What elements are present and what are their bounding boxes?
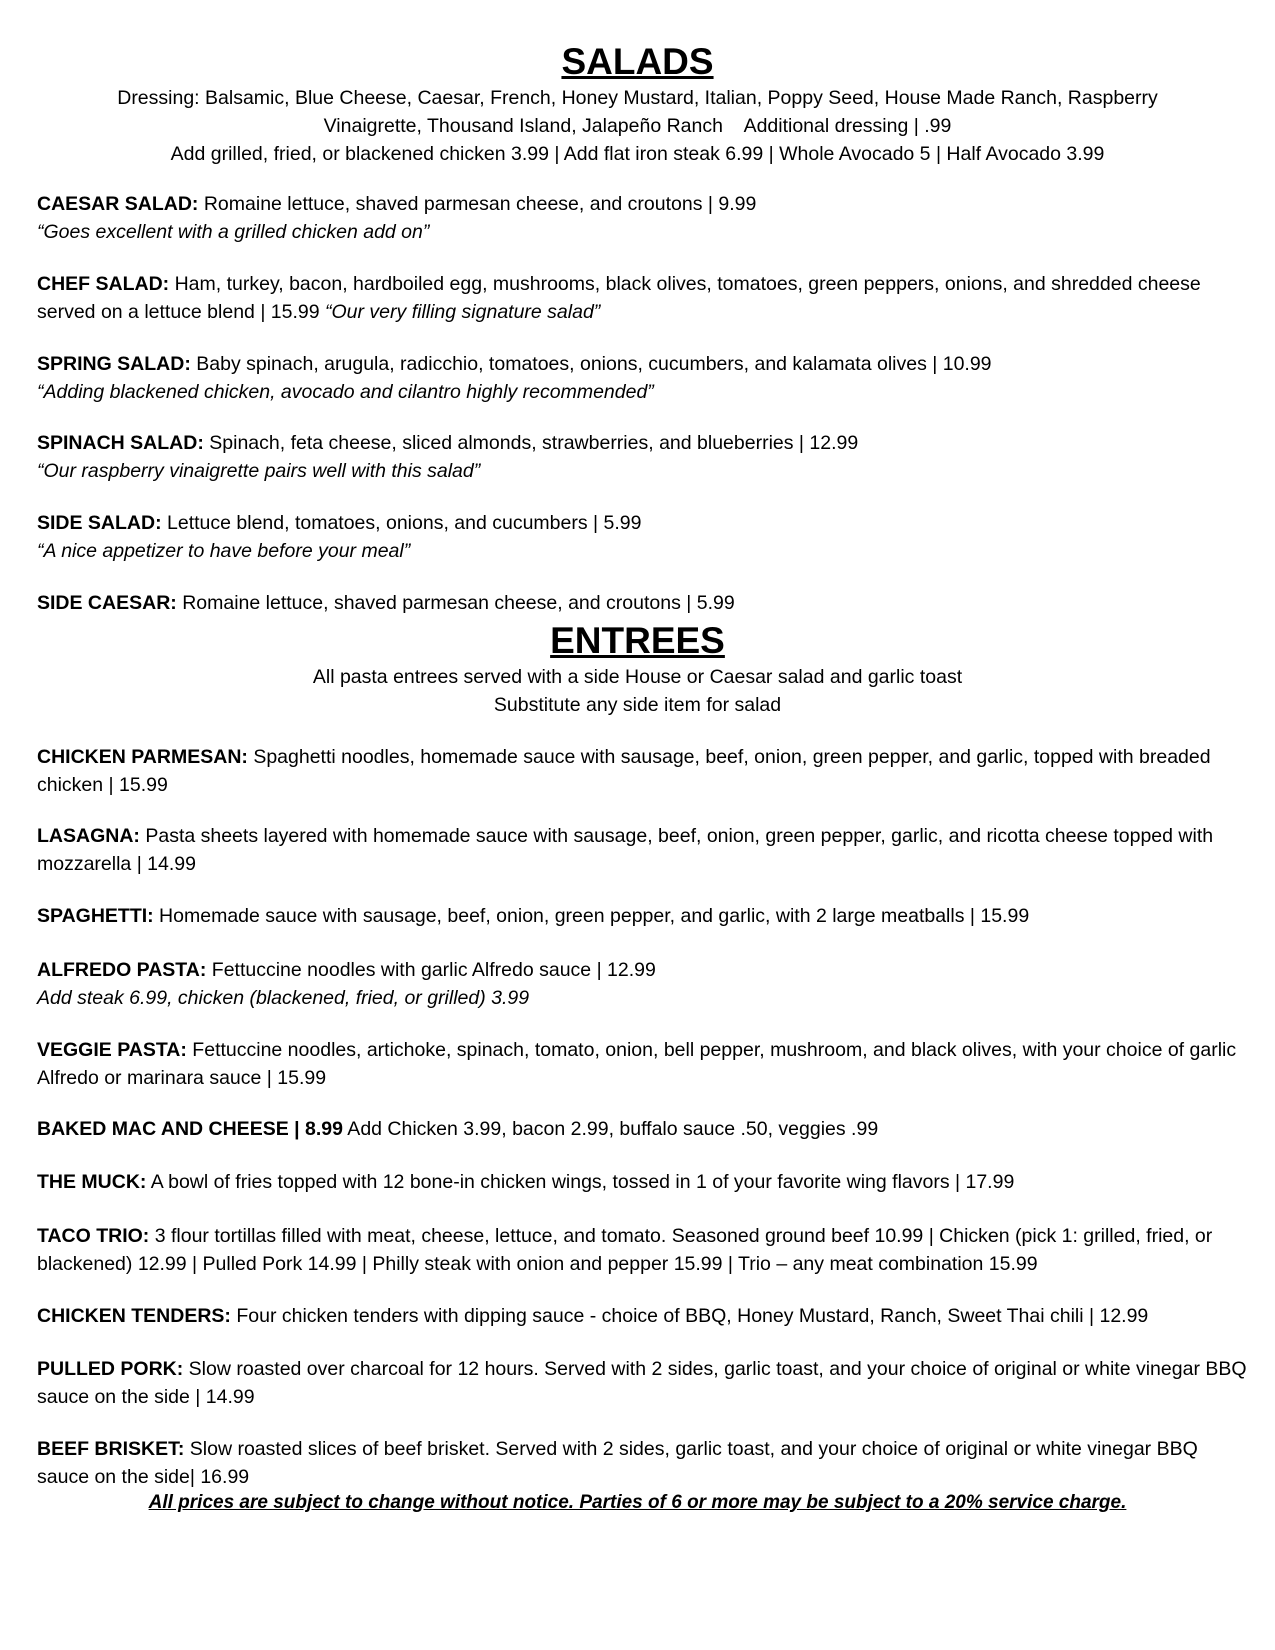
item-desc: 3 flour tortillas filled with meat, cheese, lettuce, and tomato. Seasoned ground beef 10.99 | Chicken (pick 1: grilled, fried, or blackened) 12.99 | Pulled Pork 14.99 | Philly steak with onion and pepper 15.99 | Trio – any meat combination 15.99 <box>37 1225 1213 1275</box>
menu-item <box>37 902 1252 930</box>
item-desc: Pasta sheets layered with homemade sauce with sausage, beef, onion, green pepper, garlic, and ricotta cheese topped with mozzarella | 14.99 <box>37 825 1214 875</box>
footer-note: All prices are subject to change without notice. Parties of 6 or more may be subject to a 20% service charge. <box>148 1492 1127 1513</box>
item-name: SPRING SALAD: <box>37 353 191 375</box>
entrees-title: ENTREES <box>550 620 725 661</box>
menu-item <box>37 190 1252 246</box>
item-desc: Lettuce blend, tomatoes, onions, and cucumbers | 5.99 <box>161 512 642 534</box>
menu-item <box>37 1222 1252 1278</box>
menu-item <box>37 1115 1252 1143</box>
item-note: Add steak 6.99, chicken (blackened, fried, or grilled) 3.99 <box>37 987 530 1009</box>
item-desc: Fettuccine noodles with garlic Alfredo sauce | 12.99 <box>206 959 656 981</box>
salads-title: SALADS <box>561 41 714 82</box>
item-name: BEEF BRISKET: <box>37 1438 185 1460</box>
dressing-line-1: Dressing: Balsamic, Blue Cheese, Caesar, French, Honey Mustard, Italian, Poppy Seed, House Made Ranch, Raspberry <box>117 87 1158 109</box>
item-desc: Fettuccine noodles, artichoke, spinach, tomato, onion, bell pepper, mushroom, and black olives, with your choice of garlic Alfredo or marinara sauce | 15.99 <box>37 1039 1237 1089</box>
menu-item <box>37 270 1252 326</box>
item-name: ALFREDO PASTA: <box>37 959 207 981</box>
item-desc: Ham, turkey, bacon, hardboiled egg, mushrooms, black olives, tomatoes, green peppers, onions, and shredded cheese served on a lettuce blend | 15.99 <box>37 273 1201 323</box>
salad-addons: Add grilled, fried, or blackened chicken 3.99 | Add flat iron steak 6.99 | Whole Avocado 5 | Half Avocado 3.99 <box>170 143 1105 165</box>
item-desc: Add Chicken 3.99, bacon 2.99, buffalo sauce .50, veggies .99 <box>342 1118 879 1140</box>
item-name: SIDE SALAD: <box>37 512 162 534</box>
menu-item <box>37 509 1252 565</box>
item-name: LASAGNA: <box>37 825 140 847</box>
menu-item <box>37 429 1252 485</box>
item-note: “A nice appetizer to have before your meal” <box>37 540 411 562</box>
item-note: “Our raspberry vinaigrette pairs well with this salad” <box>37 460 481 482</box>
entrees-subtitle-2: Substitute any side item for salad <box>493 694 782 716</box>
item-name: BAKED MAC AND CHEESE | 8.99 <box>37 1118 343 1140</box>
item-name: PULLED PORK: <box>37 1358 184 1380</box>
item-name: SPINACH SALAD: <box>37 432 204 454</box>
item-desc: Slow roasted over charcoal for 12 hours. Served with 2 sides, garlic toast, and your choice of original or white vinegar BBQ sauce on the side | 14.99 <box>37 1358 1247 1408</box>
item-name: CAESAR SALAD: <box>37 193 199 215</box>
item-desc: Spinach, feta cheese, sliced almonds, strawberries, and blueberries | 12.99 <box>203 432 859 454</box>
item-desc: Homemade sauce with sausage, beef, onion, green pepper, and garlic, with 2 large meatballs | 15.99 <box>153 905 1030 927</box>
item-name: SPAGHETTI: <box>37 905 154 927</box>
item-desc: Four chicken tenders with dipping sauce - choice of BBQ, Honey Mustard, Ranch, Sweet Thai chili | 12.99 <box>230 1305 1149 1327</box>
footer <box>0 1489 1275 1517</box>
item-desc: Spaghetti noodles, homemade sauce with sausage, beef, onion, green pepper, and garlic, topped with breaded chicken | 15.99 <box>37 746 1211 796</box>
entrees-header <box>0 619 1275 719</box>
menu-item <box>37 1355 1252 1411</box>
item-name: VEGGIE PASTA: <box>37 1039 187 1061</box>
item-desc: A bowl of fries topped with 12 bone-in chicken wings, tossed in 1 of your favorite wing flavors | 17.99 <box>146 1171 1015 1193</box>
item-note: “Adding blackened chicken, avocado and cilantro highly recommended” <box>37 381 654 403</box>
menu-item <box>37 589 1252 617</box>
item-name: THE MUCK: <box>37 1171 147 1193</box>
item-desc: Romaine lettuce, shaved parmesan cheese, and croutons | 5.99 <box>176 592 735 614</box>
salads-header <box>0 40 1275 168</box>
item-note: “Goes excellent with a grilled chicken add on” <box>37 221 430 243</box>
item-desc: Baby spinach, arugula, radicchio, tomatoes, onions, cucumbers, and kalamata olives | 10.99 <box>190 353 992 375</box>
menu-item <box>37 743 1252 799</box>
menu-item <box>37 1302 1252 1330</box>
menu-item <box>37 1168 1252 1196</box>
item-name: CHICKEN PARMESAN: <box>37 746 248 768</box>
menu-item <box>37 1435 1252 1491</box>
dressing-line-2: Vinaigrette, Thousand Island, Jalapeño Ranch Additional dressing | .99 <box>323 115 952 137</box>
item-note: “Our very filling signature salad” <box>325 301 601 323</box>
menu-item <box>37 956 1252 1012</box>
menu-item <box>37 1036 1252 1092</box>
item-name: CHEF SALAD: <box>37 273 170 295</box>
item-name: TACO TRIO: <box>37 1225 150 1247</box>
item-desc: Slow roasted slices of beef brisket. Served with 2 sides, garlic toast, and your choice of original or white vinegar BBQ sauce on the side| 16.99 <box>37 1438 1198 1488</box>
entrees-subtitle-1: All pasta entrees served with a side House or Caesar salad and garlic toast <box>312 666 963 688</box>
item-name: SIDE CAESAR: <box>37 592 177 614</box>
item-desc: Romaine lettuce, shaved parmesan cheese, and croutons | 9.99 <box>198 193 757 215</box>
menu-item <box>37 350 1252 406</box>
item-name: CHICKEN TENDERS: <box>37 1305 231 1327</box>
menu-item <box>37 822 1252 878</box>
